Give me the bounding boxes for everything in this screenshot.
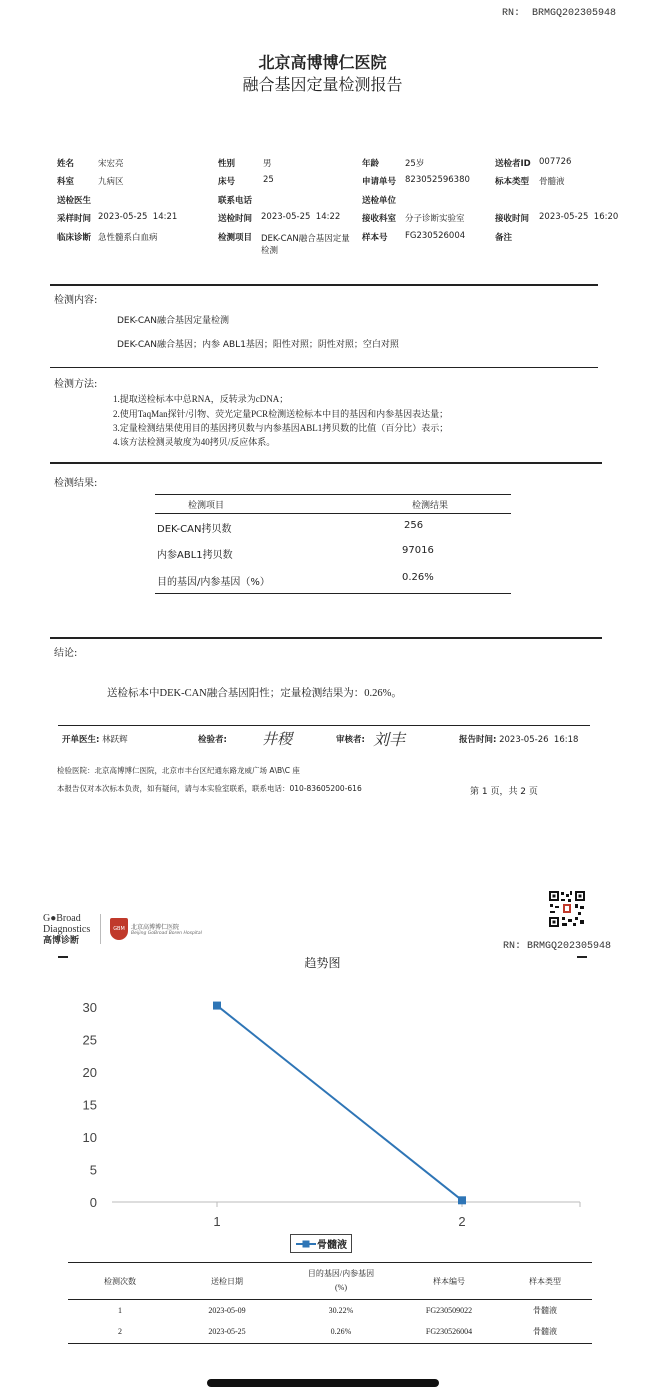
send-time-label: 送检时间 bbox=[218, 214, 253, 224]
phone-label: 联系电话 bbox=[218, 196, 253, 206]
issuer-label: 开单医生: bbox=[62, 735, 100, 745]
results-col-result: 检测结果 bbox=[412, 501, 449, 511]
history-cell: 骨髓液 bbox=[533, 1327, 557, 1337]
footer-address: 检验医院：北京高博博仁医院，北京市丰台区纪通东路龙威广场 A\B\C 座 bbox=[57, 766, 300, 775]
y-tick-label: 5 bbox=[89, 1162, 97, 1178]
request-no-label: 申请单号 bbox=[362, 177, 397, 187]
patient-name: 宋宏亮 bbox=[98, 159, 124, 169]
content-line-1: DEK-CAN融合基因定量检测 bbox=[117, 316, 229, 326]
history-col-date: 送检日期 bbox=[211, 1276, 243, 1286]
result-item: DEK-CAN拷贝数 bbox=[157, 524, 232, 535]
divider bbox=[50, 462, 602, 464]
dept-value: 九病区 bbox=[98, 177, 124, 187]
note-label: 备注 bbox=[495, 233, 513, 243]
method-step: 2.使用TaqMan探针/引物、荧光定量PCR检测送检标本中目的基因和内参基因表达量； bbox=[113, 409, 449, 419]
legend-label: 骨髓液 bbox=[317, 1240, 347, 1251]
data-point bbox=[458, 1196, 466, 1204]
gobroad-logo bbox=[43, 913, 90, 946]
results-heading: 检测结果: bbox=[54, 478, 98, 489]
history-col-ratio: 目的基因/内参基因 (%) bbox=[307, 1269, 375, 1293]
table-bottom-rule bbox=[155, 593, 511, 594]
chart-title: 趋势图 bbox=[304, 956, 341, 970]
results-col-item: 检测项目 bbox=[188, 501, 225, 511]
result-value: 256 bbox=[404, 520, 424, 531]
history-table bbox=[68, 1264, 592, 1344]
recv-time: 2023-05-25 16:20 bbox=[539, 212, 619, 222]
hospital-logo-en: Beijing GoBroad Boren Hospital bbox=[131, 931, 202, 936]
sample-no: FG230526004 bbox=[405, 231, 466, 241]
conclusion-heading: 结论: bbox=[54, 648, 78, 659]
y-tick-label: 15 bbox=[82, 1097, 97, 1113]
sender-id-label: 送检者ID bbox=[495, 159, 531, 169]
hospital-badge-icon: GBM bbox=[110, 918, 128, 940]
sample-no-label: 样本号 bbox=[362, 233, 388, 243]
y-tick-label: 30 bbox=[82, 1000, 97, 1015]
recv-dept: 分子诊断实验室 bbox=[405, 214, 465, 224]
tester-signature: 井稷 bbox=[262, 730, 293, 748]
doctor-label: 送检医生 bbox=[57, 196, 92, 206]
report-time-label: 报告时间: bbox=[459, 735, 497, 745]
data-point bbox=[213, 1002, 221, 1010]
report-title: 融合基因定量检测报告 bbox=[242, 75, 403, 94]
home-indicator[interactable] bbox=[207, 1379, 439, 1387]
name-label: 姓名 bbox=[57, 159, 75, 169]
y-tick-label: 20 bbox=[82, 1065, 97, 1080]
age-label: 年龄 bbox=[362, 159, 380, 169]
bed-label: 床号 bbox=[218, 177, 236, 187]
tester-label: 检验者: bbox=[198, 735, 227, 745]
patient-gender: 男 bbox=[263, 159, 272, 169]
table-row bbox=[68, 1299, 592, 1321]
x-tick-label: 1 bbox=[213, 1214, 221, 1229]
table-row bbox=[68, 1321, 592, 1343]
history-cell: 2023-05-09 bbox=[208, 1305, 246, 1315]
legend-item bbox=[290, 1234, 352, 1253]
logo-line-1: G●Broad bbox=[43, 913, 81, 924]
history-cell: 2 bbox=[118, 1327, 122, 1337]
method-heading: 检测方法: bbox=[54, 379, 98, 390]
content-heading: 检测内容: bbox=[54, 295, 98, 306]
divider bbox=[50, 637, 602, 639]
history-cell: 0.26% bbox=[330, 1327, 352, 1337]
series-line bbox=[217, 1006, 462, 1201]
sender-id: 007726 bbox=[539, 157, 572, 167]
y-tick-label: 25 bbox=[82, 1032, 97, 1048]
result-value: 0.26% bbox=[402, 572, 434, 583]
dept-label: 科室 bbox=[57, 177, 75, 187]
x-tick-label: 2 bbox=[458, 1214, 466, 1229]
history-header-row bbox=[68, 1264, 592, 1299]
reviewer-label: 审核者: bbox=[336, 735, 365, 745]
report-time: 2023-05-26 16:18 bbox=[499, 735, 579, 745]
history-cell: 骨髓液 bbox=[533, 1305, 557, 1315]
history-cell: 30.22% bbox=[328, 1305, 354, 1315]
y-tick-label: 10 bbox=[82, 1130, 97, 1145]
diagnosis-label: 临床诊断 bbox=[57, 233, 92, 243]
table-header-rule bbox=[155, 513, 511, 514]
request-no: 823052596380 bbox=[405, 175, 470, 185]
gender-label: 性别 bbox=[218, 159, 236, 169]
qr-code-icon bbox=[548, 890, 586, 932]
divider bbox=[50, 367, 598, 368]
history-cell: FG230509022 bbox=[425, 1305, 473, 1315]
method-step: 1.提取送检标本中总RNA，反转录为cDNA； bbox=[113, 394, 289, 404]
collect-time: 2023-05-25 14:21 bbox=[98, 212, 178, 222]
logo-divider bbox=[100, 914, 101, 944]
footer-disclaimer: 本报告仅对本次标本负责，如有疑问，请与本实验室联系，联系电话：010-83605200-616 bbox=[57, 784, 362, 793]
history-cell: 1 bbox=[118, 1305, 122, 1315]
history-top-rule bbox=[68, 1262, 592, 1263]
result-item: 目的基因/内参基因（%） bbox=[157, 577, 270, 588]
result-value: 97016 bbox=[402, 545, 434, 556]
unit-label: 送检单位 bbox=[362, 196, 397, 206]
history-col-type: 样本类型 bbox=[529, 1276, 561, 1286]
history-col-sample: 样本编号 bbox=[433, 1276, 465, 1286]
patient-age: 25岁 bbox=[405, 159, 425, 169]
history-col-count: 检测次数 bbox=[104, 1276, 136, 1286]
hospital-logo-cn: 北京高博博仁医院 bbox=[131, 924, 180, 931]
history-cell: 2023-05-25 bbox=[208, 1327, 246, 1337]
logo-line-2: Diagnostics bbox=[43, 924, 91, 935]
item-line-1: DEK-CAN融合基因定量 bbox=[261, 234, 350, 244]
issuer-name: 林跃辉 bbox=[102, 735, 128, 745]
result-item: 内参ABL1拷贝数 bbox=[157, 550, 233, 561]
page-number: 第 1 页，共 2 页 bbox=[470, 787, 538, 797]
conclusion-text: 送检标本中DEK-CAN融合基因阳性；定量检测结果为：0.26%。 bbox=[107, 688, 402, 699]
collect-time-label: 采样时间 bbox=[57, 214, 92, 224]
report-number-p2: RN: BRMGQ202305948 bbox=[503, 941, 612, 952]
item-label: 检测项目 bbox=[218, 233, 253, 243]
content-line-2: DEK-CAN融合基因；内参 ABL1基因；阳性对照；阴性对照；空白对照 bbox=[117, 340, 399, 350]
reviewer-signature: 刘丰 bbox=[373, 730, 406, 749]
method-step: 4.该方法检测灵敏度为40拷贝/反应体系。 bbox=[113, 437, 276, 447]
chart-legend bbox=[290, 1234, 352, 1253]
diagnosis-value: 急性髓系白血病 bbox=[98, 233, 158, 243]
trend-chart bbox=[0, 990, 645, 1229]
sample-type-label: 标本类型 bbox=[495, 177, 530, 187]
logo-line-3: 高博诊断 bbox=[43, 935, 80, 945]
recv-time-label: 接收时间 bbox=[495, 214, 530, 224]
hospital-name: 北京高博博仁医院 bbox=[258, 53, 387, 72]
report-number: RN: BRMGQ202305948 bbox=[502, 8, 617, 19]
divider bbox=[58, 725, 590, 726]
send-time: 2023-05-25 14:22 bbox=[261, 212, 341, 222]
bed-value: 25 bbox=[263, 175, 274, 185]
item-line-2: 检测 bbox=[261, 246, 279, 256]
report-time-field bbox=[459, 733, 578, 745]
sample-type: 骨髓液 bbox=[539, 177, 565, 187]
legend-marker-icon bbox=[295, 1239, 317, 1249]
divider bbox=[50, 284, 598, 286]
issuer-field bbox=[62, 733, 128, 745]
history-cell: FG230526004 bbox=[425, 1327, 473, 1337]
method-step: 3.定量检测结果使用目的基因拷贝数与内参基因ABL1拷贝数的比值（百分比）表示； bbox=[113, 423, 449, 433]
recv-dept-label: 接收科室 bbox=[362, 214, 397, 224]
y-tick-label: 0 bbox=[89, 1195, 97, 1210]
table-top-rule bbox=[155, 494, 511, 495]
